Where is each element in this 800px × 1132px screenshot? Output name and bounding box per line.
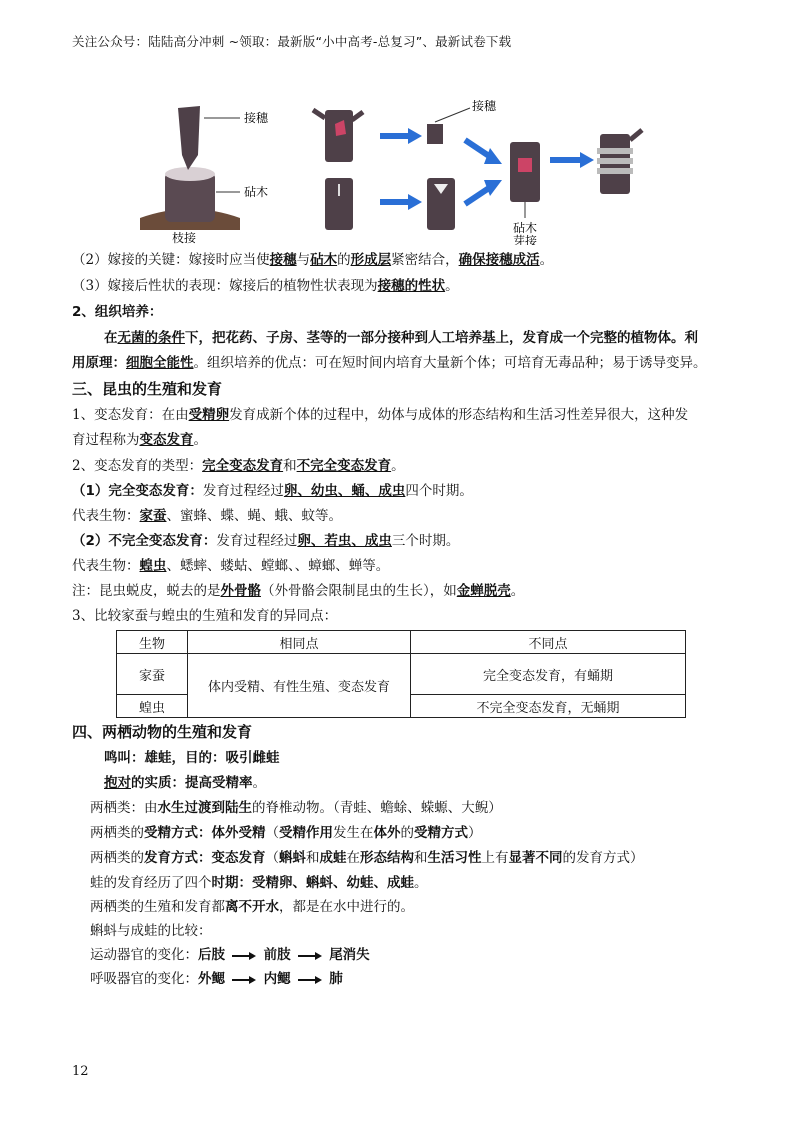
table-cell-difference: 完全变态发育，有蛹期 xyxy=(411,654,686,695)
scion-pointer-right xyxy=(435,108,470,122)
amphibian-development: 两栖类的发育方式：变态发育（蝌蚪和成蛙在形态结构和生活习性上有显著不同的发育方式） xyxy=(90,850,644,866)
graft-trait-line: （3）嫁接后性状的表现：嫁接后的植物性状表现为接穗的性状。 xyxy=(72,278,459,294)
twig-top-2 xyxy=(352,112,363,120)
frog-embrace: 抱对的实质：提高受精率。 xyxy=(104,775,266,791)
page-number: 12 xyxy=(72,1064,89,1079)
metamorphosis-types: 2、变态发育的类型：完全变态发育和不完全变态发育。 xyxy=(72,458,405,474)
table-header: 相同点 xyxy=(188,631,411,654)
amphibian-water: 两栖类的生殖和发育都离不开水，都是在水中进行的。 xyxy=(90,899,414,915)
wrap-band-1 xyxy=(597,148,633,154)
table-header: 生物 xyxy=(117,631,188,654)
scion-label-left: 接穗 xyxy=(244,111,269,125)
page-header: 关注公众号：陆陆高分冲刺 ~领取：最新版“小中高考-总复习”、最新试卷下载 xyxy=(72,34,512,49)
tadpole-comparison-title: 蝌蚪与成蛙的比较： xyxy=(90,923,212,939)
metamorphosis-def-2: 育过程称为变态发育。 xyxy=(72,432,207,448)
inserted-bud xyxy=(518,158,532,172)
bud-shield xyxy=(427,124,443,144)
molting-note: 注：昆虫蜕皮，蜕去的是外骨骼（外骨骼会限制昆虫的生长），如金蝉脱壳。 xyxy=(72,583,525,599)
comparison-table xyxy=(116,630,686,718)
arrow-1-head xyxy=(408,128,422,144)
rootstock-label-left: 砧木 xyxy=(244,185,269,199)
frog-call: 鸣叫：雄蛙，目的：吸引雌蛙 xyxy=(104,750,280,766)
amphibian-definition: 两栖类：由水生过渡到陆生的脊椎动物。（青蛙、蟾蜍、蝾螈、大鲵） xyxy=(90,800,502,816)
complete-metamorphosis: （1）完全变态发育：发育过程经过卵、幼虫、蛹、成虫四个时期。 xyxy=(72,483,473,499)
caption-branch-grafting: 枝接 xyxy=(172,231,197,245)
section-heading-amphibians: 四、两栖动物的生殖和发育 xyxy=(72,723,253,741)
tissue-culture-def-2: 用原理：细胞全能性。组织培养的优点：可在短时间内培育大量新个体；可培育无毒品种；易于诱导变异。 xyxy=(72,355,707,371)
arrow-2-head xyxy=(408,194,422,210)
tissue-culture-def-1: 在无菌的条件下，把花药、子房、茎等的一部分接种到人工培养基上，发育成一个完整的植物体。利 xyxy=(104,330,698,346)
grafting-illustration xyxy=(130,100,670,245)
wrap-band-3 xyxy=(597,168,633,174)
locomotion-change: 运动器官的变化：后肢 前肢 尾消失 xyxy=(90,947,370,963)
comparison-intro: 3、比较家蚕与蝗虫的生殖和发育的异同点： xyxy=(72,608,338,624)
section-heading-insects: 三、昆虫的生殖和发育 xyxy=(72,380,223,398)
respiration-change: 呼吸器官的变化：外鳃 内鳃 肺 xyxy=(90,971,343,987)
rootstock-label-right: 砧木 xyxy=(513,221,538,235)
caption-bud-grafting: 芽接 xyxy=(513,234,538,245)
arrow-5-head xyxy=(580,152,594,168)
table-cell-common: 体内受精、有性生殖、变态发育 xyxy=(188,654,411,718)
table-header: 不同点 xyxy=(411,631,686,654)
table-cell-organism: 家蚕 xyxy=(117,654,188,695)
metamorphosis-def-1: 1、变态发育：在由受精卵发育成新个体的过程中，幼体与成体的形态结构和生活习性差异很大，这种发 xyxy=(72,407,689,423)
wrap-band-2 xyxy=(597,158,633,164)
scion-left xyxy=(178,106,200,170)
table-cell-difference: 不完全变态发育，无蛹期 xyxy=(411,695,686,718)
complete-representatives: 代表生物：家蚕、蜜蜂、蝶、蝇、蛾、蚊等。 xyxy=(72,508,342,524)
incomplete-metamorphosis: （2）不完全变态发育：发育过程经过卵、若虫、成虫三个时期。 xyxy=(72,533,460,549)
amphibian-fertilization: 两栖类的受精方式：体外受精（受精作用发生在体外的受精方式） xyxy=(90,825,482,841)
scion-label-right: 接穗 xyxy=(472,100,497,113)
stump-cut-left xyxy=(165,167,215,181)
graft-key-line: （2）嫁接的关键：嫁接时应当使接穗与砧木的形成层紧密结合，确保接穗成活。 xyxy=(72,252,554,268)
right-arrow-icon xyxy=(231,951,257,961)
incomplete-representatives: 代表生物：蝗虫、蟋蟀、蝼蛄、螳螂、、蟑螂、蝉等。 xyxy=(72,558,390,574)
twig-wrapped xyxy=(630,130,642,140)
branch-top xyxy=(325,110,353,162)
right-arrow-icon xyxy=(297,975,323,985)
twig-top-1 xyxy=(313,110,325,118)
table-cell-organism: 蝗虫 xyxy=(117,695,188,718)
right-arrow-icon xyxy=(297,951,323,961)
tissue-culture-title: 2、组织培养： xyxy=(72,304,163,320)
grafting-figure xyxy=(130,100,670,245)
right-arrow-icon xyxy=(231,975,257,985)
frog-stages: 蛙的发育经历了四个时期：受精卵、蝌蚪、幼蛙、成蛙。 xyxy=(90,875,428,891)
